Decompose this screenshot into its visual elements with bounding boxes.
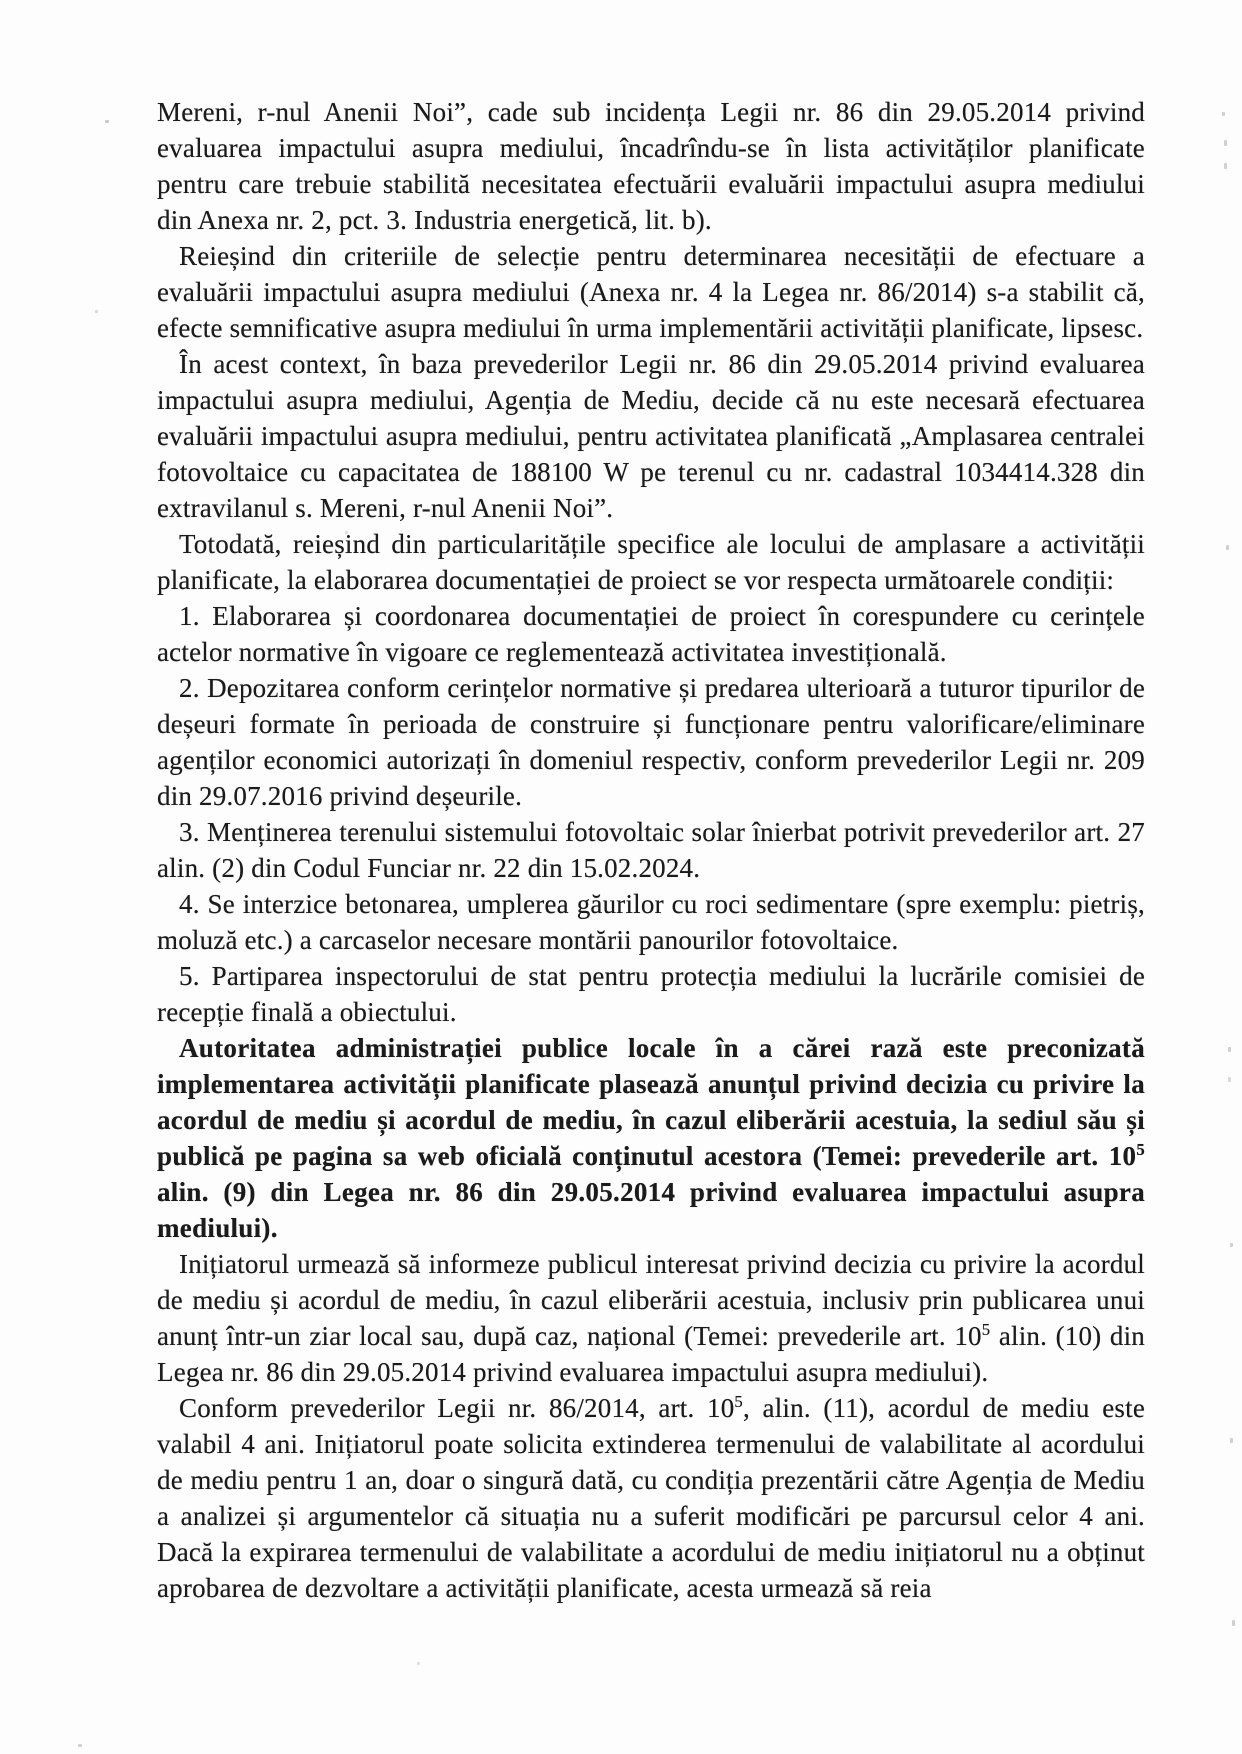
superscript: 5	[981, 1320, 991, 1339]
scan-speck	[1230, 1438, 1233, 1443]
paragraph: 1. Elaborarea și coordonarea documentației de proiect în corespundere cu cerințele actelor normative în vigoare ce reglementează activitatea investițională.	[157, 601, 1145, 667]
paragraph: 3. Menținerea terenului sistemului fotovoltaic solar înierbat potrivit prevederilor art. 27 alin. (2) din Codul Funciar nr. 22 din 15.02.2024.	[157, 817, 1145, 883]
scan-speck	[1228, 1077, 1231, 1082]
paragraph: Conform prevederilor Legii nr. 86/2014, art. $10^5$, alin. (11), acordul de mediu este valabil 4 ani. Inițiatorul poate solicita extinderea termenului de valabilitate al acordului de mediu pentru 1 an, doar o singură dată, cu condiția prezentării către Agenția de Mediu a analizei și argumentelor că situația nu a suferit modificări pe parcursul celor 4 ani. Dacă la expirarea termenului de valabilitate a acordului de mediu inițiatorul nu a obținut aprobarea de dezvoltare a activității planificate, acesta urmează să reia	[157, 1392, 1146, 1603]
paragraph: Reieșind din criteriile de selecție pentru determinarea necesității de efectuare a evaluării impactului asupra mediului (Anexa nr. 4 la Legea nr. 86/2014) s-a stabilit că, efecte semnificative asupra mediului în urma implementării activității planificate, lipsesc.	[157, 241, 1145, 343]
scan-speck	[1230, 1243, 1233, 1247]
paragraph: 4. Se interzice betonarea, umplerea găurilor cu roci sedimentare (spre exemplu: pietriș, moluză etc.) a carcaselor necesare montării panourilor fotovoltaice.	[157, 889, 1145, 955]
scan-speck	[1228, 1047, 1231, 1052]
scan-speck	[1226, 545, 1229, 550]
scan-speck	[417, 1662, 420, 1665]
scan-speck	[78, 1744, 82, 1747]
paragraph: 5. Partiparea inspectorului de stat pentru protecția mediului la lucrările comisiei de recepție finală a obiectului.	[157, 961, 1145, 1027]
paragraph: În acest context, în baza prevederilor Legii nr. 86 din 29.05.2014 privind evaluarea impactului asupra mediului, Agenția de Mediu, decide că nu este necesară efectuarea evaluării impactului asupra mediului, pentru activitatea planificată „Amplasarea centralei fotovoltaice cu capacitatea de 188100 W pe terenul cu nr. cadastral 1034414.328 din extravilanul s. Mereni, r-nul Anenii Noi”.	[157, 349, 1145, 523]
paragraph-bold: Autoritatea administrației publice locale în a cărei rază este preconizată implementarea activității planificate plasează anunțul privind decizia cu privire la acordul de mediu și acordul de mediu, în cazul eliberării acestuia, la sediul său și publică pe pagina sa web oficială conținutul acestora (Temei: prevederile art. $10^5$ alin. (9) din Legea nr. 86 din 29.05.2014 privind evaluarea impactului asupra mediului).	[157, 1033, 1145, 1243]
scan-speck	[1232, 1620, 1235, 1626]
scan-speck	[1222, 112, 1225, 116]
scan-speck	[95, 310, 98, 313]
paragraph: 2. Depozitarea conform cerințelor normative și predarea ulterioară a tuturor tipurilor de deșeuri formate în perioada de construire și funcționare pentru valorificare/eliminare agenților economici autorizați în domeniul respectiv, conform prevederilor Legii nr. 209 din 29.07.2016 privind deșeurile.	[157, 673, 1145, 811]
paragraph: Totodată, reieșind din particularitățile specifice ale locului de amplasare a activității planificate, la elaborarea documentației de proiect se vor respecta următoarele condiții:	[157, 529, 1145, 595]
scan-speck	[1224, 140, 1227, 146]
scan-speck	[105, 120, 109, 123]
document-text	[157, 94, 1145, 1606]
superscript: 5	[734, 1392, 743, 1411]
paragraph: Inițiatorul urmează să informeze publicul interesat privind decizia cu privire la acordul de mediu și acordul de mediu, în cazul eliberării acestuia, inclusiv prin publicarea unui anunț într-un ziar local sau, după caz, național (Temei: prevederile art. $10^5$ alin. (10) din Legea nr. 86 din 29.05.2014 privind evaluarea impactului asupra mediului).	[157, 1249, 1145, 1387]
superscript: 5	[1136, 1140, 1145, 1159]
paragraph: Mereni, r-nul Anenii Noi”, cade sub incidența Legii nr. 86 din 29.05.2014 privind evaluarea impactului asupra mediului, încadrîndu-se în lista activităților planificate pentru care trebuie stabilită necesitatea efectuării evaluării impactului asupra mediului din Anexa nr. 2, pct. 3. Industria energetică, lit. b).	[157, 97, 1145, 235]
scan-speck	[1224, 163, 1227, 169]
